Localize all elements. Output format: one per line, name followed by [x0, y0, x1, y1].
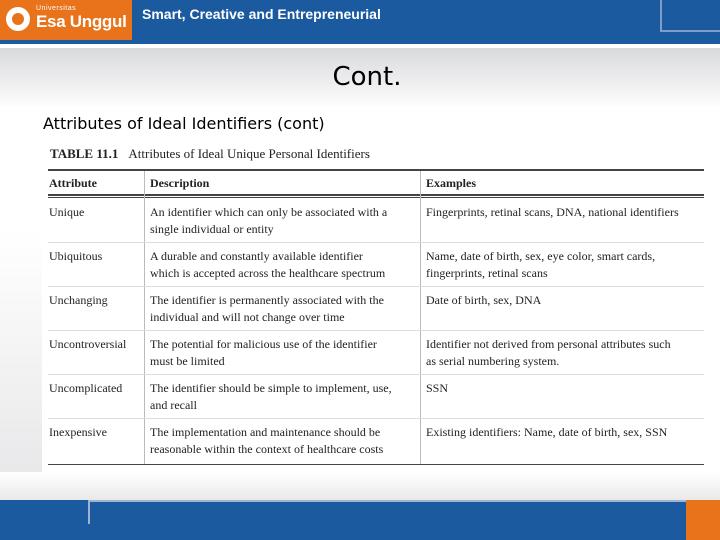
- cell-description: [150, 292, 384, 326]
- cell-description-line: which is accepted across the healthcare spectrum: [150, 266, 386, 280]
- row-divider: [48, 374, 704, 375]
- cell-description-line: single individual or entity: [150, 222, 274, 236]
- table-caption-text: Attributes of Ideal Unique Personal Identifiers: [128, 146, 370, 161]
- table-header-rule: [48, 194, 704, 196]
- cell-description-line: The identifier is permanently associated with the: [150, 293, 384, 307]
- footer-accent: [686, 500, 720, 540]
- column-separator: [144, 171, 145, 465]
- cell-examples-line: Name, date of birth, sex, eye color, smart cards,: [426, 249, 656, 263]
- cell-examples-line: SSN: [426, 381, 449, 395]
- column-separator: [420, 171, 421, 465]
- cell-description-line: and recall: [150, 398, 197, 412]
- cell-description-line: reasonable within the context of healthcare costs: [150, 442, 384, 456]
- cell-examples: [426, 380, 448, 397]
- cell-examples-line: as serial numbering system.: [426, 354, 560, 368]
- cell-examples: [426, 424, 667, 441]
- cell-examples: [426, 292, 541, 309]
- table-bottom-rule: [48, 464, 704, 465]
- slide-subtitle: Attributes of Ideal Identifiers (cont): [43, 114, 325, 133]
- logo-text: Esa Unggul: [36, 12, 127, 31]
- cell-description-line: The identifier should be simple to implement, use,: [150, 381, 392, 395]
- column-header-description: Description: [150, 176, 210, 190]
- cell-attribute: Unchanging: [49, 293, 108, 307]
- cell-examples-line: Fingerprints, retinal scans, DNA, national identifiers: [426, 205, 679, 219]
- footer-decoration: [88, 500, 690, 524]
- cell-description: [150, 336, 377, 370]
- column-header-examples: Examples: [426, 176, 477, 190]
- side-decoration: [0, 230, 42, 500]
- cell-description-line: individual and will not change over time: [150, 310, 345, 324]
- footer-shade: [0, 472, 720, 500]
- row-divider: [48, 418, 704, 419]
- header-decoration: [660, 0, 720, 32]
- cell-examples-line: Date of birth, sex, DNA: [426, 293, 542, 307]
- cell-description-line: A durable and constantly available identifier: [150, 249, 363, 263]
- cell-description-line: An identifier which can only be associated with a: [150, 205, 388, 219]
- row-divider: [48, 242, 704, 243]
- cell-examples: [426, 336, 671, 370]
- cell-description: [150, 248, 385, 282]
- cell-description-line: must be limited: [150, 354, 225, 368]
- row-divider: [48, 330, 704, 331]
- table-caption: [50, 146, 370, 162]
- cell-attribute: Ubiquitous: [49, 249, 103, 263]
- cell-examples-line: fingerprints, retinal scans: [426, 266, 548, 280]
- cell-description-line: The implementation and maintenance should be: [150, 425, 381, 439]
- university-logo: [0, 0, 132, 40]
- slide-title: Cont.: [332, 62, 402, 92]
- cell-examples: [426, 248, 655, 282]
- cell-attribute: Unique: [49, 205, 85, 219]
- cell-examples-line: Existing identifiers: Name, date of birth, sex, SSN: [426, 425, 668, 439]
- cell-examples: [426, 204, 679, 221]
- cell-examples-line: Identifier not derived from personal attributes such: [426, 337, 671, 351]
- cell-description: [150, 424, 383, 458]
- table-number: TABLE 11.1: [50, 146, 119, 161]
- row-divider: [48, 286, 704, 287]
- attributes-table: [42, 138, 718, 466]
- cell-description-line: The potential for malicious use of the identifier: [150, 337, 377, 351]
- cell-description: [150, 380, 392, 414]
- logo-subtext: Universitas: [36, 5, 77, 12]
- cell-attribute: Uncomplicated: [49, 381, 123, 395]
- tagline: Smart, Creative and Entrepreneurial: [142, 6, 381, 22]
- cell-attribute: Inexpensive: [49, 425, 107, 439]
- column-header-attribute: Attribute: [49, 176, 97, 190]
- cell-description: [150, 204, 387, 238]
- table-header-rule-2: [48, 197, 704, 198]
- table-top-rule: [48, 169, 704, 171]
- logo-emblem-icon: [6, 7, 30, 31]
- cell-attribute: Uncontroversial: [49, 337, 127, 351]
